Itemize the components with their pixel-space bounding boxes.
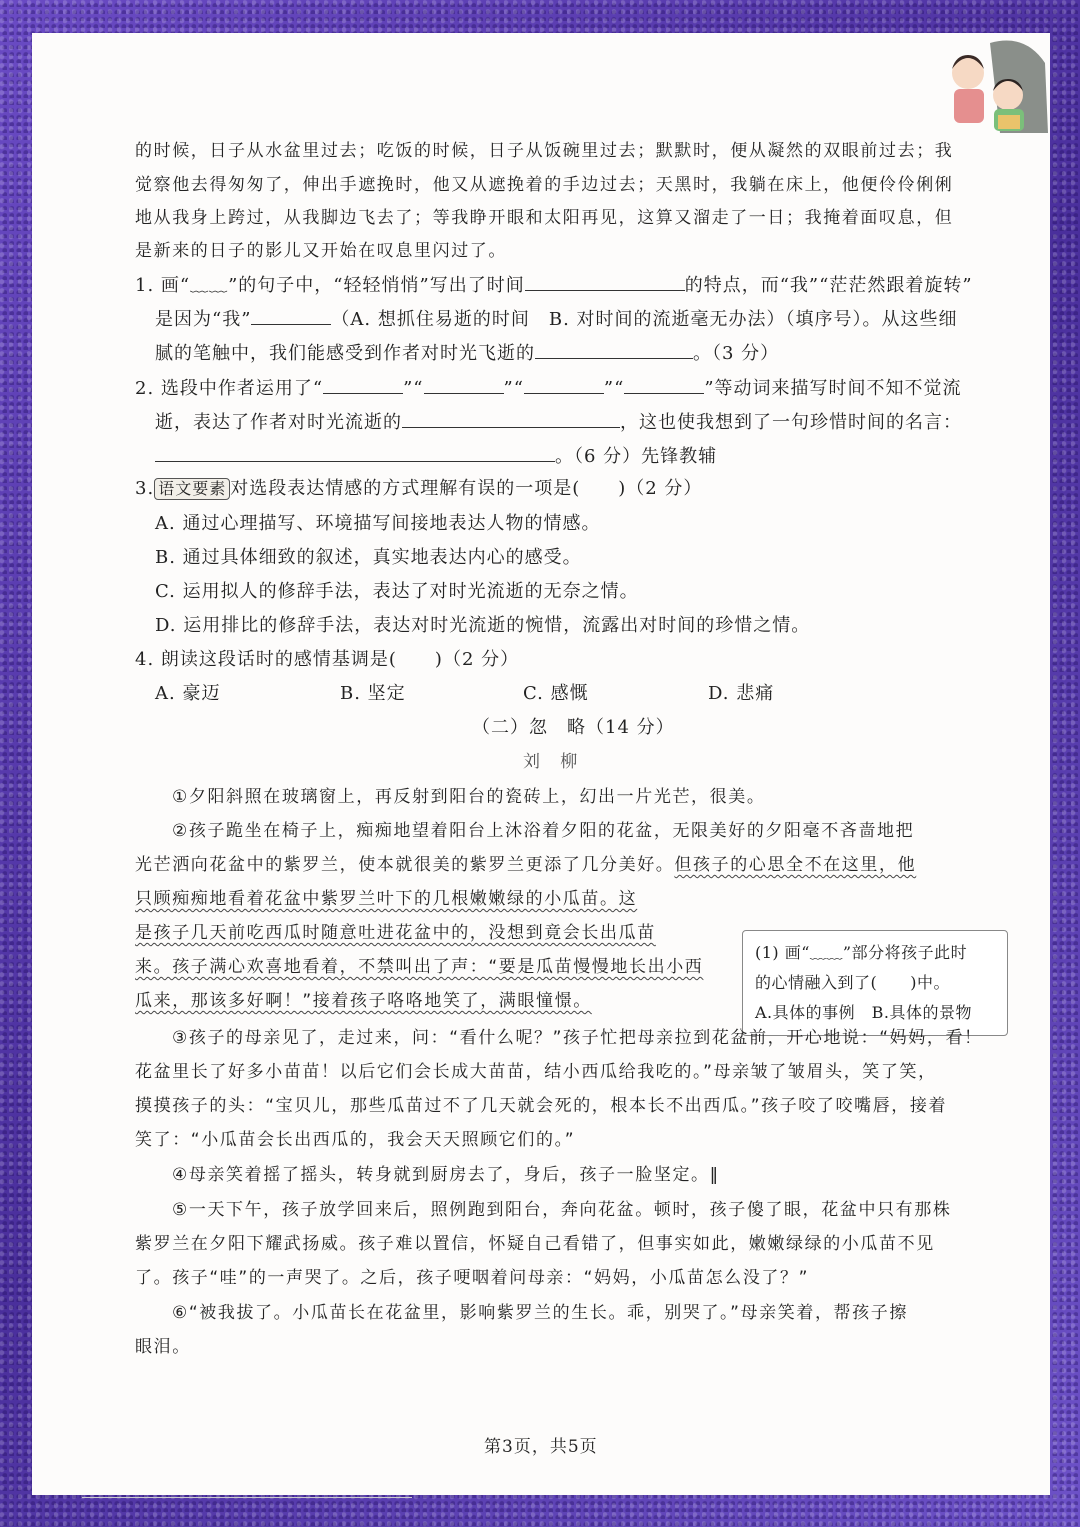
reading-children-illustration bbox=[930, 33, 1050, 143]
paragraph-3-line: ③孩子的母亲见了，走过来，问：“看什么呢？”孩子忙把母亲拉到花盆前，开心地说：“妈妈，看！ bbox=[172, 1028, 983, 1048]
question-3-option-a[interactable]: A. 通过心理描写、环境描写间接地表达人物的情感。 bbox=[155, 513, 601, 534]
question-1-line-1: 1. 画“﹏﹏”的句子中，“轻轻悄悄”写出了时间 的特点，而“我”“茫茫然跟着旋转” bbox=[135, 272, 973, 298]
question-2-line-3: 。（6 分）先锋教辅 bbox=[155, 443, 717, 469]
paragraph-2-line: ②孩子跪坐在椅子上，痴痴地望着阳台上沐浴着夕阳的花盆，无限美好的夕阳毫不吝啬地把 bbox=[172, 821, 915, 841]
side-note-line: 的心情融入到了( )中。 bbox=[755, 973, 950, 992]
answer-blank[interactable] bbox=[525, 272, 685, 291]
answer-blank[interactable] bbox=[424, 375, 504, 394]
question-4-stem: 4. 朗读这段话时的感情基调是( )（2 分） bbox=[135, 649, 520, 670]
question-1-line-2: 是因为“我” （A. 想抓住易逝的时间 B. 对时间的流逝毫无办法）（填序号）。从这些细 bbox=[155, 306, 958, 332]
paragraph-3-line: 笑了：“小瓜苗会长出西瓜的，我会天天照顾它们的。” bbox=[135, 1130, 576, 1150]
footer-divider bbox=[82, 1497, 412, 1498]
exam-page bbox=[32, 33, 1050, 1495]
answer-blank[interactable] bbox=[402, 409, 620, 428]
question-3-option-d[interactable]: D. 运用排比的修辞手法，表达对时光流逝的惋惜，流露出对时间的珍惜之情。 bbox=[155, 615, 811, 636]
paragraph-5-line: 了。孩子“哇”的一声哭了。之后，孩子哽咽着问母亲：“妈妈，小瓜苗怎么没了？” bbox=[135, 1268, 810, 1288]
literacy-element-tag: 语文要素 bbox=[154, 478, 230, 500]
paragraph-3-line: 摸摸孩子的头：“宝贝儿，那些瓜苗过不了几天就会死的，根本长不出西瓜。”孩子咬了咬嘴唇，接着 bbox=[135, 1096, 948, 1116]
answer-blank[interactable] bbox=[624, 375, 704, 394]
paragraph-6-line: ⑥“被我拔了。小瓜苗长在花盆里，影响紫罗兰的生长。乖，别哭了。”母亲笑着，帮孩子擦 bbox=[172, 1303, 908, 1323]
paragraph-5-line: ⑤一天下午，孩子放学回来后，照例跑到阳台，奔向花盆。顿时，孩子傻了眼，花盆中只有那株 bbox=[172, 1200, 952, 1220]
question-2-line-2: 逝，表达了作者对时光流逝的 ，这也使我想到了一句珍惜时间的名言： bbox=[155, 409, 962, 435]
question-1-line-3: 腻的笔触中，我们能感受到作者对时光飞逝的 。（3 分） bbox=[155, 340, 779, 366]
question-3-option-b[interactable]: B. 通过具体细致的叙述，真实地表达内心的感受。 bbox=[155, 547, 582, 568]
passage-line: 是新来的日子的影儿又开始在叹息里闪过了。 bbox=[135, 241, 507, 261]
question-4-option-c[interactable]: C. 感慨 bbox=[523, 683, 589, 704]
paragraph-6-line: 眼泪。 bbox=[135, 1337, 191, 1357]
answer-blank[interactable] bbox=[323, 375, 403, 394]
passage-line: 觉察他去得匆匆了，伸出手遮挽时，他又从遮挽着的手边过去；天黑时，我躺在床上，他便伶伶俐俐 bbox=[135, 175, 954, 195]
paragraph-5-line: 紫罗兰在夕阳下耀武扬威。孩子难以置信，怀疑自己看错了，但事实如此，嫩嫩绿绿的小瓜苗不见 bbox=[135, 1234, 935, 1254]
side-note-box bbox=[742, 930, 1008, 1036]
question-2-line-1: 2. 选段中作者运用了“ ”“ ”“ ”“ ”等动词来描写时间不知不觉流 bbox=[135, 375, 962, 401]
paragraph-2-line: 来。孩子满心欢喜地看着，不禁叫出了声：“要是瓜苗慢慢地长出小西 bbox=[135, 957, 704, 977]
answer-blank[interactable] bbox=[251, 306, 331, 325]
author: 刘 柳 bbox=[523, 752, 579, 772]
paragraph-2-line: 是孩子几天前吃西瓜时随意吐进花盆中的，没想到竟会长出瓜苗 bbox=[135, 923, 656, 943]
answer-blank[interactable] bbox=[155, 443, 555, 462]
answer-blank[interactable] bbox=[524, 375, 604, 394]
paragraph-2-line: 只顾痴痴地看着花盆中紫罗兰叶下的几根嫩嫩绿的小瓜苗。这 bbox=[135, 889, 638, 909]
answer-blank[interactable] bbox=[535, 340, 693, 359]
paragraph-4: ④母亲笑着摇了摇头，转身就到厨房去了，身后，孩子一脸坚定。‖ bbox=[172, 1165, 720, 1185]
paragraph-1: ①夕阳斜照在玻璃窗上，再反射到阳台的瓷砖上，幻出一片光芒，很美。 bbox=[172, 787, 766, 807]
paragraph-3-line: 花盆里长了好多小苗苗！以后它们会长成大苗苗，结小西瓜给我吃的。”母亲皱了皱眉头，笑了笑， bbox=[135, 1062, 937, 1082]
question-4-option-d[interactable]: D. 悲痛 bbox=[708, 683, 775, 704]
paragraph-2-line: 光芒洒向花盆中的紫罗兰，使本就很美的紫罗兰更添了几分美好。但孩子的心思全不在这里，他 bbox=[135, 855, 917, 875]
question-3-stem: 3. 语文要素 对选段表达情感的方式理解有误的一项是( )（2 分） bbox=[135, 478, 703, 499]
paragraph-2-line: 瓜来，那该多好啊！”接着孩子咯咯地笑了，满眼憧憬。 bbox=[135, 991, 592, 1011]
passage-line: 的时候，日子从水盆里过去；吃饭的时候，日子从饭碗里过去；默默时，便从凝然的双眼前过去；我 bbox=[135, 141, 954, 161]
question-3-option-c[interactable]: C. 运用拟人的修辞手法，表达了对时光流逝的无奈之情。 bbox=[155, 581, 639, 602]
page-number: 第3页，共5页 bbox=[484, 1437, 598, 1457]
question-4-option-a[interactable]: A. 豪迈 bbox=[155, 683, 221, 704]
question-4-option-b[interactable]: B. 坚定 bbox=[340, 683, 406, 704]
passage-line: 地从我身上跨过，从我脚边飞去了；等我睁开眼和太阳再见，这算又溜走了一日；我掩着面叹息，但 bbox=[135, 208, 954, 228]
side-note-line: (1) 画“﹏﹏”部分将孩子此时 bbox=[755, 943, 968, 962]
side-note-line: A.具体的事例 B.具体的景物 bbox=[755, 1003, 972, 1022]
section-2-title: （二）忽 略（14 分） bbox=[472, 717, 675, 738]
